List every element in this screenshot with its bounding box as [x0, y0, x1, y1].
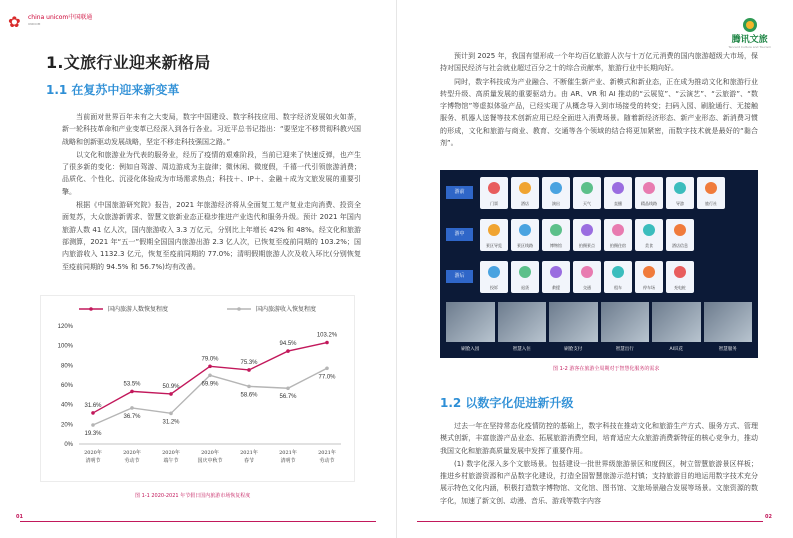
service-label: 酒店 [521, 201, 529, 206]
x-tick-label: 劳动节 [124, 458, 140, 464]
data-point [130, 390, 134, 394]
right-page [397, 0, 793, 538]
service-label: 拍摄住宿 [610, 243, 626, 248]
service-tile [542, 219, 570, 251]
data-point [169, 392, 173, 396]
data-point [91, 423, 95, 427]
page-number: 02 [765, 514, 772, 520]
tencent-culture-logo-icon [743, 18, 757, 32]
y-tick-label: 20% [60, 422, 73, 429]
section-heading: 1.文旅行业迎来新格局 [46, 53, 211, 72]
service-tiles [480, 177, 725, 209]
paragraph: 预计到 2025 年，我国有望形成一个年均百亿旅游人次与十万亿元消费的国内旅游超级大市场，保持对国民经济与社会就业超过百分之十的综合贡献率，旅游行业中长期向好。 [440, 52, 758, 73]
service-icon [674, 266, 686, 278]
service-tile [666, 219, 694, 251]
service-label: 停车场 [643, 285, 655, 290]
service-icon [550, 266, 562, 278]
data-point [325, 341, 329, 345]
x-tick-label: 2020年 [123, 450, 141, 456]
service-tile [480, 261, 508, 293]
service-icon [519, 224, 531, 236]
scene-photo [498, 302, 547, 352]
scene-photo [549, 302, 598, 352]
service-tile [511, 177, 539, 209]
service-icon [643, 266, 655, 278]
scene-photo [704, 302, 753, 352]
service-label: 拍摄景点 [579, 243, 595, 248]
data-label: 36.7% [123, 413, 141, 420]
unicom-logo-sub: UNICOM [28, 22, 41, 26]
service-label: 天气 [583, 201, 591, 206]
x-tick-label: 2021年 [279, 450, 297, 456]
service-icon [519, 266, 531, 278]
x-tick-label: 2020年 [162, 450, 180, 456]
service-label: 退货 [521, 285, 529, 290]
legend-marker [237, 307, 241, 311]
service-label: 导游 [676, 201, 684, 206]
x-tick-label: 2021年 [240, 450, 258, 456]
service-icon [612, 182, 624, 194]
footer-rule [417, 521, 763, 522]
data-label: 79.0% [201, 356, 219, 363]
infographic-row [440, 174, 758, 216]
y-tick-label: 80% [60, 363, 73, 370]
chart-svg [41, 296, 356, 483]
scene-photo-label: 智慧服务 [718, 347, 737, 352]
data-point [325, 366, 329, 370]
infographic-row [440, 258, 758, 300]
tencent-culture-logo-name: 腾讯文旅 [731, 35, 768, 45]
service-label: 酒店信息 [672, 243, 688, 248]
service-icon [612, 266, 624, 278]
service-icon [581, 182, 593, 194]
paragraph: 以文化和旅游业为代表的服务业，经历了疫情的艰难阶段，当前已迎来了快速反弹，也产生了很多新的变化：例如自驾游、周边游成为主旋律；微休闲、微度假，千禧一代引领旅游消费；品质化、个性化、沉浸化体验成为市场需求热点；科技＋、IP＋、金融＋成为文旅发展的重要引擎。 [62, 150, 361, 196]
unicom-logo-icon: ✿ [8, 13, 21, 31]
service-label: 旅行社 [705, 201, 717, 206]
service-icon [674, 182, 686, 194]
y-tick-label: 120% [57, 324, 73, 330]
paragraph: 根据《中国旅游研究院》报告，2021 年旅游经济将从全面复工复产复业走向消费、投资全面复苏，大众旅游新需求、智慧文旅新业态正稳步推进产业迭代和服务升级。预计 2021 年国内旅游人数 41 亿人次，国内旅游收入 3.3 万亿元，分别比上年增长 42% 和 48%。经文化和旅游部测算，2021 年“五一”假期全国国内旅游出游 2.3 亿人次，已恢复至疫前同期的 103.2%；国内旅游收入 1132.3 亿元，恢复至疫前同期的 77.0%；清明假期旅游人次及收入环比(分别恢复至疫前同期的 94.5% 和 56.7%)均有改善。 [62, 201, 361, 271]
y-tick-label: 0% [64, 442, 73, 448]
chart-caption: 图 1-1 2020-2021 年节假日国内旅游市场恢复程度 [135, 493, 251, 499]
service-tile [635, 177, 663, 209]
data-point [247, 368, 251, 372]
service-tile [604, 219, 632, 251]
data-label: 77.0% [318, 374, 336, 381]
paragraph: (1) 数字化深入多个文旅场景。包括建设一批世界级旅游景区和度假区，树立智慧旅游景区样板；推进乡村旅游资源和产品数字化建设，打造全国智慧旅游示范村镇；支持旅游目的地运用数字技术充分展示特色文化内涵，积极打造数字博物馆、文化馆、图书馆、文旅场景融合发展等场景。文旅资源的数字化，加速了新文创、动漫、音乐、游戏等数字内容 [440, 459, 758, 505]
service-label: 演出 [552, 201, 560, 206]
data-label: 58.6% [240, 392, 258, 399]
service-label: 博物馆 [550, 243, 562, 248]
data-label: 31.2% [162, 419, 180, 426]
data-label: 31.6% [84, 402, 102, 409]
legend-label: 国内旅游人数恢复程度 [108, 306, 169, 313]
data-label: 56.7% [279, 394, 297, 401]
stage-tag: 游前 [446, 186, 473, 199]
service-label: 救援 [552, 285, 560, 290]
data-point [91, 411, 95, 415]
service-icon [550, 182, 562, 194]
service-icon [612, 224, 624, 236]
data-label: 69.9% [201, 381, 219, 388]
service-icon [488, 224, 500, 236]
service-tile [635, 219, 663, 251]
service-icon [643, 182, 655, 194]
data-point [208, 365, 212, 369]
data-label: 103.2% [316, 332, 338, 339]
service-icon [488, 182, 500, 194]
service-tile [542, 261, 570, 293]
service-icon [519, 182, 531, 194]
x-tick-label: 清明节 [85, 458, 101, 464]
data-point [286, 349, 290, 353]
service-tile [573, 177, 601, 209]
scene-photo-label: 刷脸入园 [461, 347, 480, 352]
service-label: 精品线路 [641, 201, 657, 206]
unicom-logo-name: china unicom中国联通 [28, 14, 93, 21]
service-tile [542, 177, 570, 209]
service-tile [666, 261, 694, 293]
service-tile [511, 261, 539, 293]
stage-tag: 游后 [446, 270, 473, 283]
photo-strip [446, 302, 752, 354]
paragraph: 过去一年在坚持常态化疫情防控的基础上，数字科技在推动文化和旅游生产方式、服务方式、管理模式创新，丰富旅游产品业态、拓展旅游消费空间，培育适应大众旅游消费新特征的核心竞争力，推动我国文化和旅游高质量发展中发挥了重要作用。 [440, 422, 758, 455]
y-tick-label: 60% [60, 383, 73, 389]
data-label: 75.3% [240, 359, 258, 366]
x-tick-label: 2021年 [318, 450, 336, 456]
x-tick-label: 2020年 [84, 450, 102, 456]
infographic-caption: 图 1-2 游客在旅游全周期对于智慧化服务的需求 [553, 366, 660, 372]
subsection-heading: 1.2 以数字化促进新升级 [440, 396, 574, 410]
subsection-heading: 1.1 在复苏中迎来新变革 [46, 83, 180, 97]
x-tick-label: 国庆中秋节 [197, 458, 223, 464]
service-icon [705, 182, 717, 194]
x-tick-label: 劳动节 [319, 458, 335, 464]
scene-photo-label: 智慧出行 [615, 347, 634, 352]
service-tile [635, 261, 663, 293]
paragraph: 当前面对世界百年未有之大变局，数字中国建设、数字科技应用、数字经济发展如火如荼，新一轮科技革命和产业变革已经深入到各行各业。习近平总书记指出：“要坚定不移贯彻科教兴国战略和创新驱动发展战略，坚定不移走科技强国之路。” [62, 113, 361, 146]
service-tile [604, 261, 632, 293]
service-tile [604, 177, 632, 209]
right-top-text [440, 50, 758, 150]
service-tiles [480, 219, 694, 251]
service-icon [581, 224, 593, 236]
x-tick-label: 清明节 [280, 458, 296, 464]
x-tick-label: 2020年 [201, 450, 219, 456]
right-bottom-text [440, 420, 758, 508]
data-label: 50.9% [162, 383, 180, 390]
paragraph: 同时，数字科技成为产业融合、不断催生新产业、新模式和新业态，正在成为推动文化和旅游行业转型升级、高质量发展的重要驱动力。由 AR、VR 和 AI 推动的“云展览”、“云演艺”、“云旅游”、“数字博物馆”等虚拟体验产品，已经实现了从概念导入到市场接受的转变；扫码入园、刷脸通行、无接触服务、机器人送餐等技术创新应用已经全面进入消费场景。随着新经济形态、新产业形态、新消费习惯的形成，文化和旅游与商业、教育、交通等各个领域的结合将更加紧密，而数字技术就是最好的“黏合剂”。 [440, 77, 758, 148]
legend-marker [89, 307, 93, 311]
series-line [93, 343, 327, 413]
service-tile [666, 177, 694, 209]
tencent-culture-logo [728, 18, 771, 49]
scene-photo [601, 302, 650, 352]
legend-label: 国内旅游收入恢复程度 [256, 306, 317, 313]
service-label: 景区导览 [486, 243, 502, 248]
service-tile [573, 261, 601, 293]
footer-rule [20, 521, 376, 522]
data-label: 53.5% [123, 381, 141, 388]
service-icon [488, 266, 500, 278]
left-body-text [62, 111, 361, 274]
left-page [0, 0, 396, 538]
page-number: 01 [16, 514, 23, 520]
y-tick-label: 100% [57, 343, 73, 350]
data-point [169, 412, 173, 416]
service-icon [643, 224, 655, 236]
scene-photo [652, 302, 701, 352]
scene-photo-label: AI识花 [669, 347, 683, 352]
data-point [247, 385, 251, 389]
service-tile [697, 177, 725, 209]
stage-tag: 游中 [446, 228, 473, 241]
service-label: 美食 [645, 243, 653, 248]
service-label: 充电桩 [674, 285, 686, 290]
service-tile [511, 219, 539, 251]
tencent-culture-logo-sub: Tencent Culture and Tourism [728, 45, 771, 49]
service-label: 景区线路 [517, 243, 533, 248]
data-point [286, 386, 290, 390]
service-label: 租车 [614, 285, 622, 290]
recovery-line-chart [40, 295, 355, 482]
scene-photo-label: 智慧入住 [512, 347, 531, 352]
infographic-row [440, 216, 758, 258]
data-label: 19.3% [84, 431, 102, 438]
service-icon [674, 224, 686, 236]
service-label: 交通 [583, 285, 591, 290]
y-tick-label: 40% [60, 402, 73, 409]
service-tile [480, 219, 508, 251]
service-label: 投诉 [490, 285, 498, 290]
service-tiles [480, 261, 694, 293]
smart-service-infographic [440, 170, 758, 358]
scene-photo-label: 刷脸支付 [564, 347, 583, 352]
data-label: 94.5% [279, 341, 297, 348]
service-icon [581, 266, 593, 278]
service-icon [550, 224, 562, 236]
service-label: 门票 [490, 201, 498, 206]
data-point [208, 373, 212, 377]
unicom-logo [8, 14, 92, 30]
service-tile [573, 219, 601, 251]
service-tile [480, 177, 508, 209]
scene-photo [446, 302, 495, 352]
service-label: 直播 [614, 201, 622, 206]
x-tick-label: 春节 [243, 458, 255, 464]
x-tick-label: 端午节 [163, 458, 179, 464]
data-point [130, 406, 134, 410]
